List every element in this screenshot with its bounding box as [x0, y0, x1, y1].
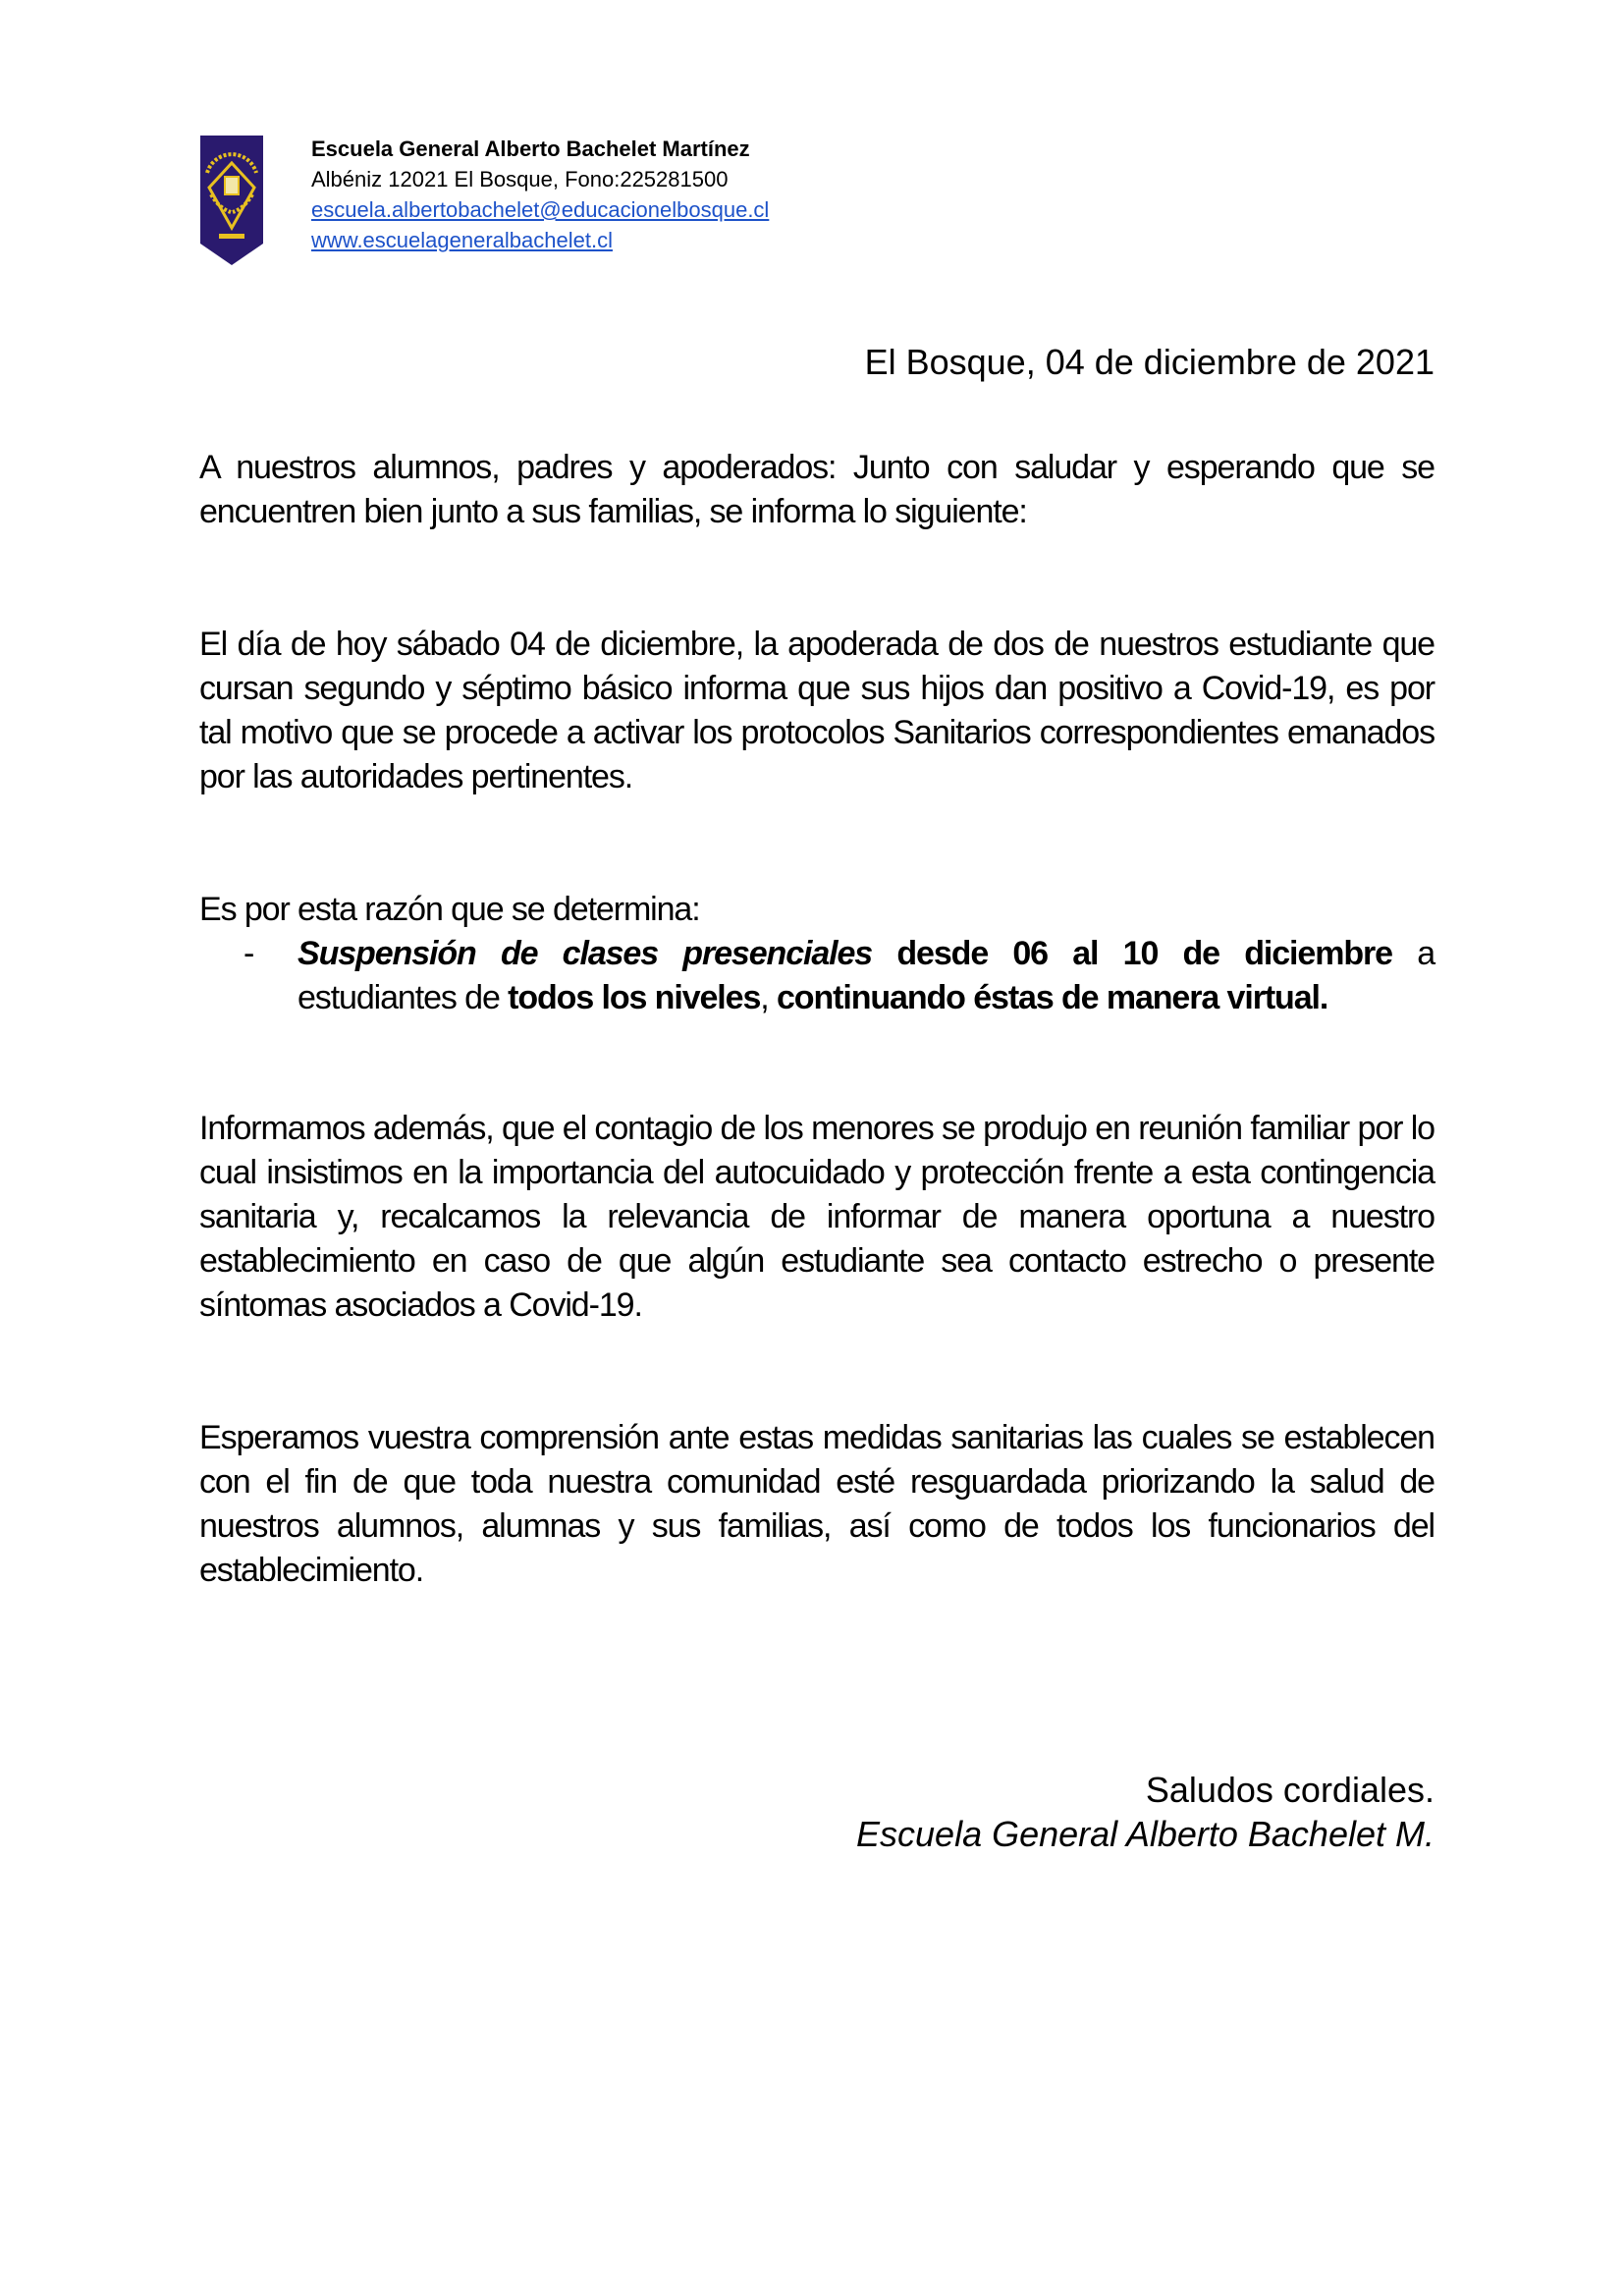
school-crest-icon [199, 134, 264, 267]
determination-bullet [199, 932, 1435, 1020]
date-range: desde 06 al 10 de diciembre [872, 935, 1392, 972]
closing-text: Esperamos vuestra comprensión ante estas medidas sanitarias las cuales se establecen con el fin de que toda nuestra comunidad esté resguardada priorizando la salud de nuestros alumnos, alumnas y sus familias, así como de todos los funcionarios del establecimiento. [199, 1419, 1435, 1589]
signature: Escuela General Alberto Bachelet M. [856, 1814, 1435, 1854]
school-name: Escuela General Alberto Bachelet Martínez [311, 137, 750, 161]
suspension-label: Suspensión de clases presenciales [298, 935, 873, 972]
intro-text: A nuestros alumnos, padres y apoderados: Junto con saludar y esperando que se encuentren bien junto a sus familias, se informa lo siguiente: [199, 449, 1435, 530]
report-text: El día de hoy sábado 04 de diciembre, la apoderada de dos de nuestros estudiante que cursan segundo y séptimo básico informa que sus hijos dan positivo a Covid-19, es por tal motivo que se procede a activar los protocolos Sanitarios correspondientes emanados por las autoridades pertinentes. [199, 626, 1435, 795]
determination-section [199, 888, 1435, 1020]
closing-block [856, 1768, 1435, 1856]
letterhead [199, 134, 887, 271]
contagion-paragraph [199, 1107, 1435, 1328]
contagion-text: Informamos además, que el contagio de los menores se produjo en reunión familiar por lo cual insistimos en la importancia del autocuidado y protección frente a esta contingencia sanitaria y, recalcamos la relevancia de informar de manera oportuna a nuestro establecimiento en caso de que algún estudiante sea contacto estrecho o presente síntomas asociados a Covid-19. [199, 1110, 1435, 1324]
determination-lead: Es por esta razón que se determina: [199, 891, 700, 928]
school-address: Albéniz 12021 El Bosque, Fono:225281500 [311, 167, 729, 191]
report-paragraph [199, 623, 1435, 799]
closing-paragraph [199, 1416, 1435, 1593]
bullet-mid-text: a estudiantes de [298, 935, 1435, 1016]
bullet-comma: , [760, 979, 777, 1016]
email-link[interactable]: escuela.albertobachelet@educacionelbosque.cl [311, 197, 770, 222]
all-levels: todos los niveles [508, 979, 761, 1016]
intro-paragraph [199, 446, 1435, 534]
bullet-dash: - [244, 935, 254, 972]
website-link[interactable]: www.escuelageneralbachelet.cl [311, 228, 613, 252]
virtual-continuation: continuando éstas de manera virtual. [776, 979, 1328, 1016]
greeting: Saludos cordiales. [1145, 1770, 1435, 1810]
date-line: El Bosque, 04 de diciembre de 2021 [864, 342, 1435, 382]
